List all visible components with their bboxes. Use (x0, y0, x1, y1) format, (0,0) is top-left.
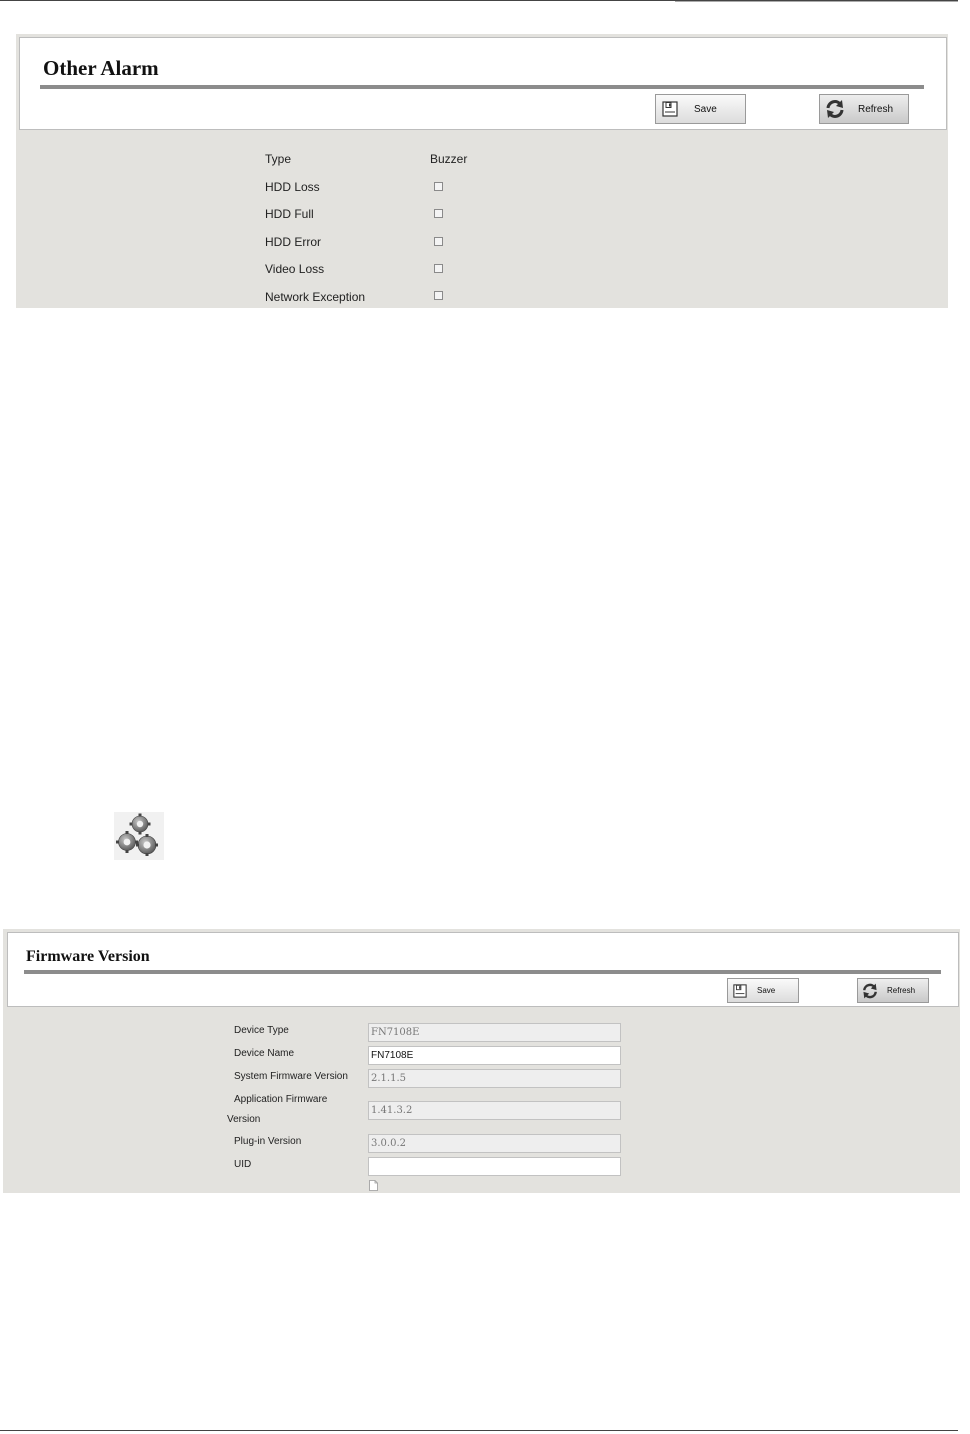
save-button[interactable] (655, 94, 746, 124)
type-column-header: Type (265, 152, 292, 166)
buzzer-column-header: Buzzer (430, 152, 468, 166)
refresh-button-label: Refresh (887, 986, 916, 995)
title-underline (40, 85, 924, 89)
system-firmware-version-field: 2.1.1.5 (368, 1069, 621, 1088)
firmware-version-header (7, 932, 959, 1007)
page-top-rule-accent (675, 1, 958, 2)
network-exception-buzzer-checkbox[interactable] (434, 291, 443, 300)
save-button[interactable] (727, 978, 799, 1003)
hdd-loss-buzzer-checkbox[interactable] (434, 182, 443, 191)
page-title: Other Alarm (43, 56, 159, 80)
page-title: Firmware Version (26, 948, 150, 965)
plugin-version-label: Plug-in Version (234, 1136, 302, 1147)
refresh-button[interactable] (819, 94, 909, 124)
alarm-type-label: HDD Full (265, 207, 314, 221)
other-alarm-panel (16, 34, 948, 308)
device-name-label: Device Name (234, 1048, 295, 1059)
application-firmware-label-line1: Application Firmware (234, 1094, 328, 1105)
title-underline (24, 970, 941, 974)
save-button-label: Save (694, 103, 717, 115)
alarm-type-label: HDD Loss (265, 180, 320, 194)
other-alarm-header (19, 37, 947, 130)
floppy-disk-icon (733, 984, 747, 998)
device-name-input[interactable]: FN7108E (368, 1046, 621, 1065)
gears-icon[interactable] (114, 812, 164, 860)
refresh-icon (824, 98, 846, 120)
application-firmware-version-field: 1.41.3.2 (368, 1101, 621, 1120)
device-type-label: Device Type (234, 1025, 289, 1036)
alarm-type-label: HDD Error (265, 235, 321, 249)
video-loss-buzzer-checkbox[interactable] (434, 264, 443, 273)
system-firmware-version-label: System Firmware Version (234, 1071, 348, 1082)
refresh-button[interactable] (857, 978, 929, 1003)
alarm-type-label: Video Loss (265, 262, 325, 276)
application-firmware-label-line2: Version (227, 1114, 261, 1125)
hdd-error-buzzer-checkbox[interactable] (434, 237, 443, 246)
hdd-full-buzzer-checkbox[interactable] (434, 209, 443, 218)
broken-image-icon (369, 1180, 378, 1191)
plugin-version-field: 3.0.0.2 (368, 1134, 621, 1153)
refresh-button-label: Refresh (858, 103, 894, 115)
firmware-version-panel (3, 929, 960, 1193)
page-bottom-rule (0, 1430, 958, 1431)
save-button-label: Save (757, 986, 776, 995)
alarm-type-label: Network Exception (265, 290, 366, 304)
uid-label: UID (234, 1159, 252, 1170)
refresh-icon (861, 982, 879, 1000)
device-type-field: FN7108E (368, 1023, 621, 1042)
uid-input[interactable] (368, 1157, 621, 1176)
gears-icon-graphic (114, 812, 164, 860)
floppy-disk-icon (662, 101, 678, 117)
